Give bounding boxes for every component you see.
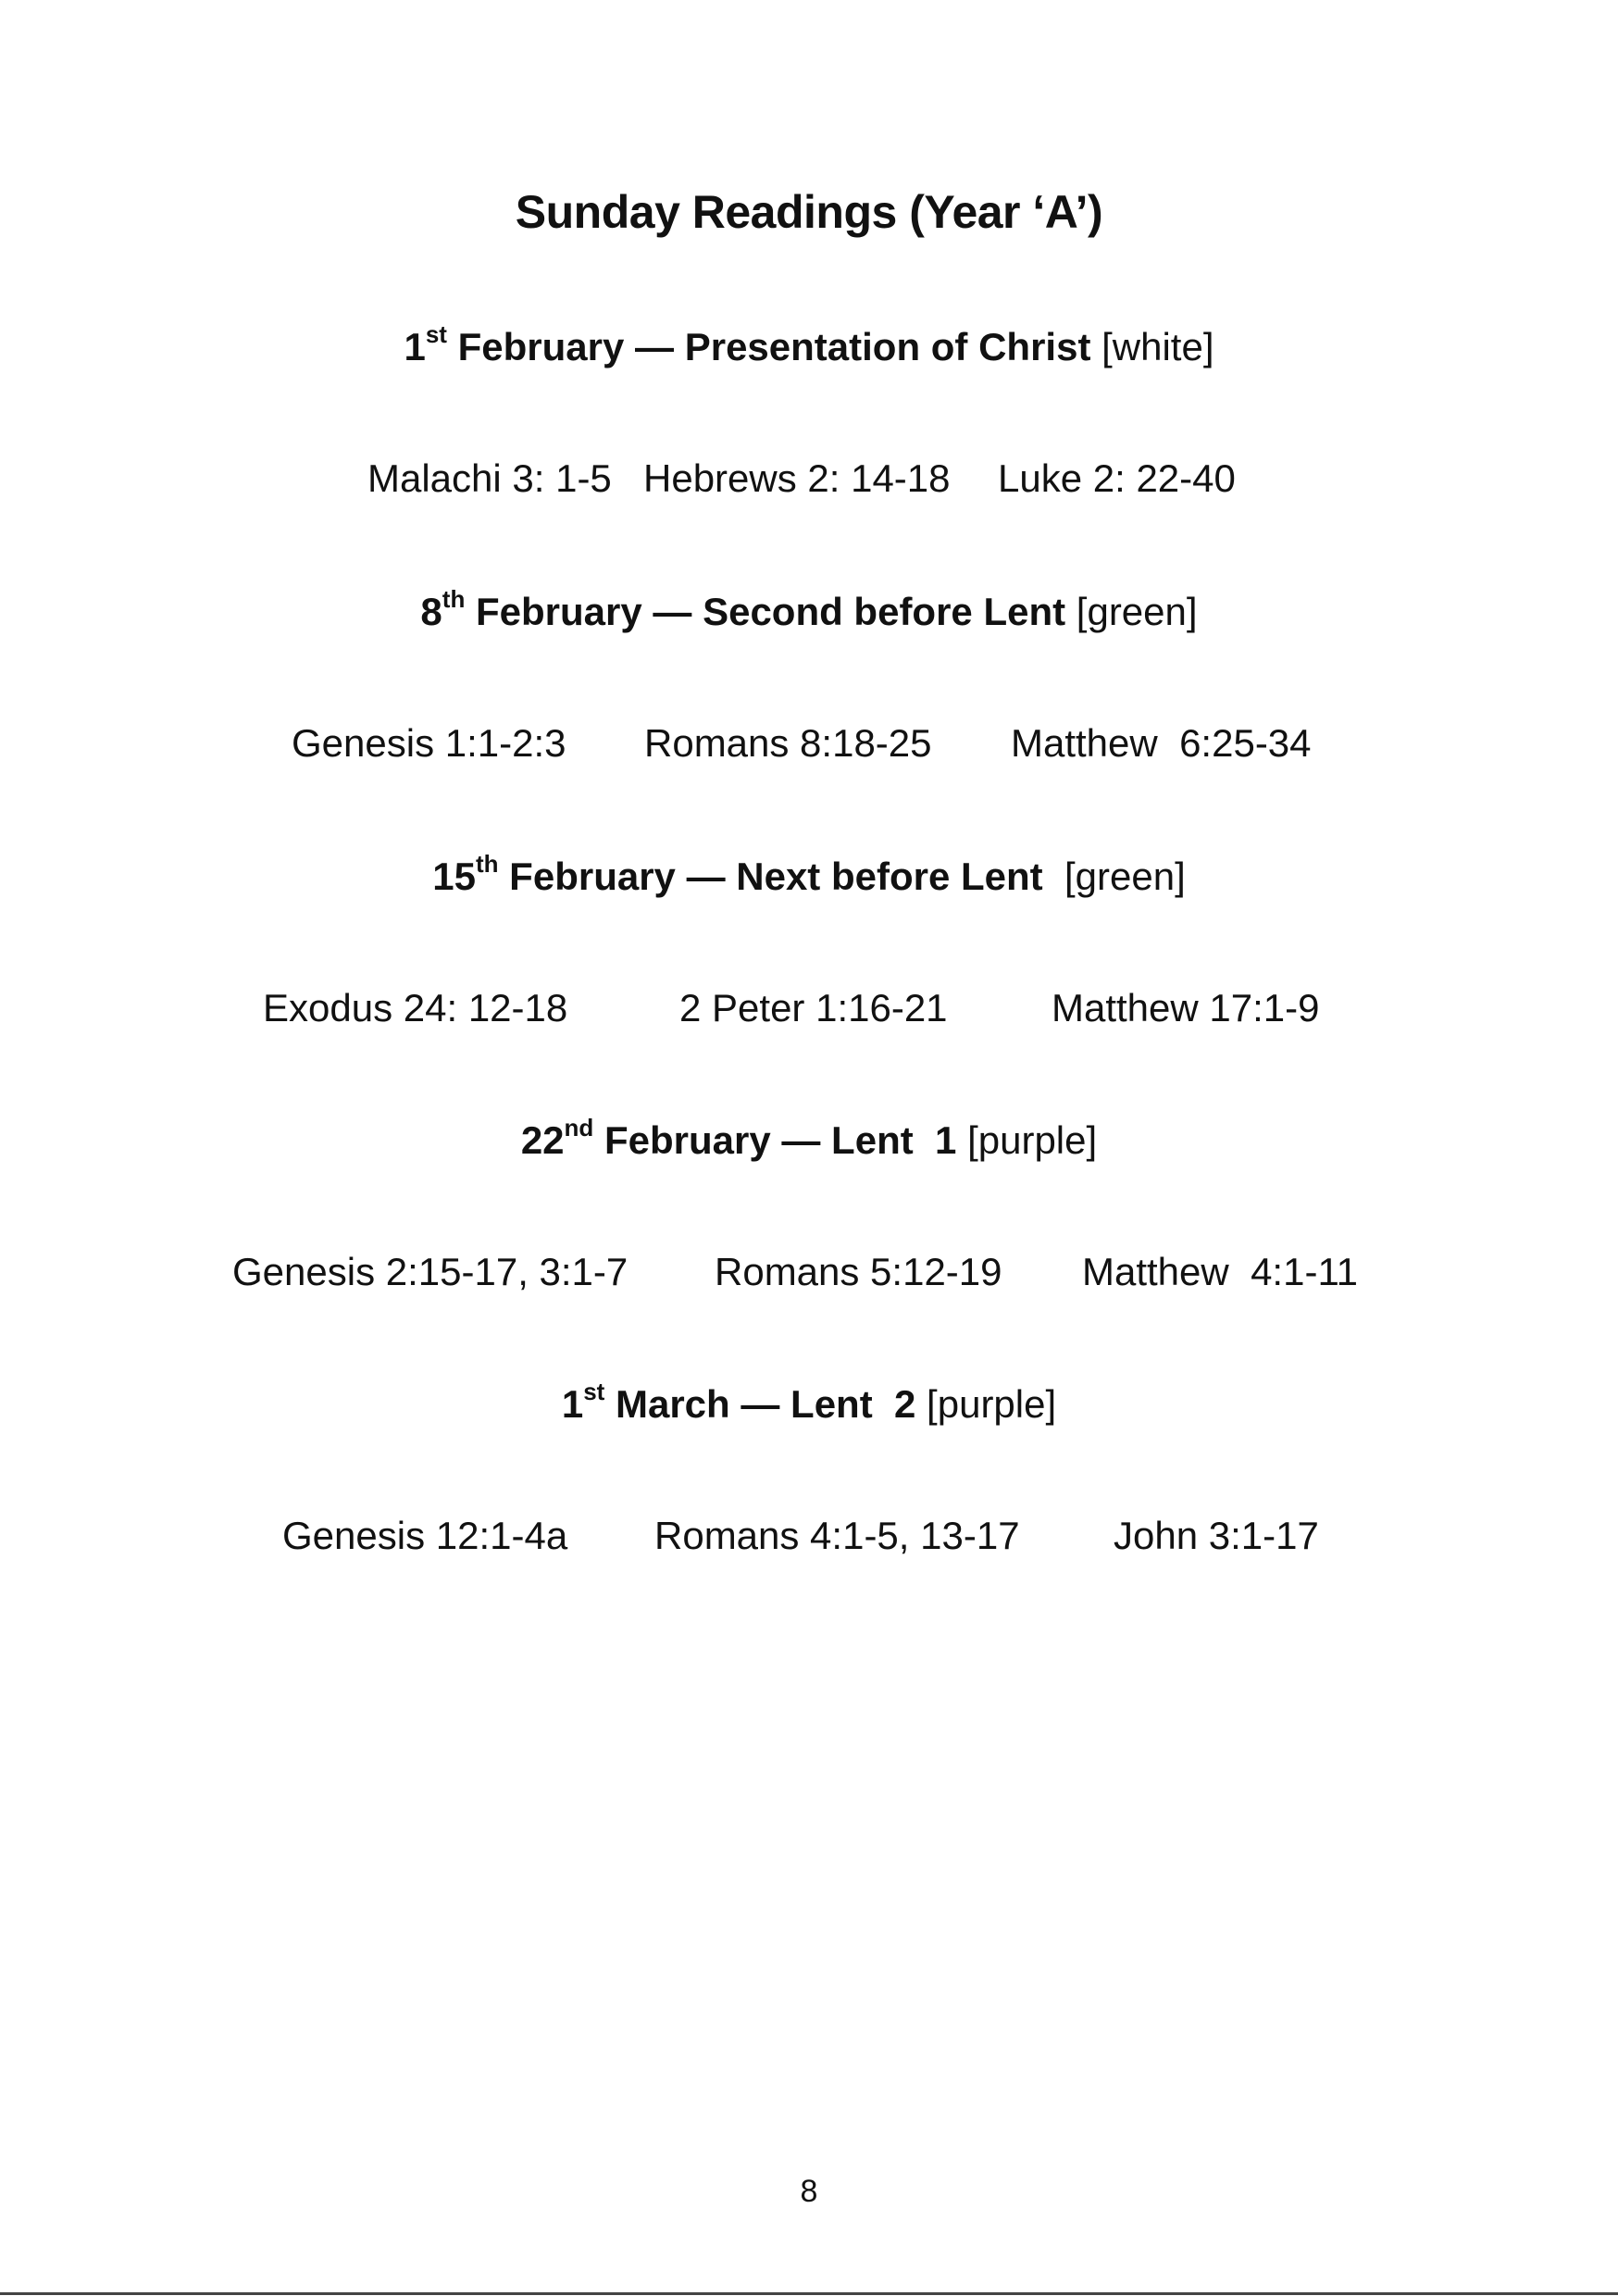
readings-line: [0, 1508, 1618, 1564]
entry-heading: [0, 584, 1618, 640]
reading-3: Luke 2: 22-40: [998, 456, 1236, 500]
reading-1: Genesis 2:15-17, 3:1-7: [232, 1250, 629, 1293]
reading-2: Hebrews 2: 14-18: [643, 456, 951, 500]
reading-1: Exodus 24: 12-18: [263, 986, 568, 1029]
readings-line: [0, 1244, 1618, 1300]
entry-day: 8th February — Second before Lent: [420, 585, 1066, 633]
reading-entry-5: [0, 1377, 1618, 1557]
reading-3: John 3:1-17: [1114, 1514, 1319, 1557]
liturgical-colour: [green]: [1065, 590, 1198, 633]
liturgical-colour: [purple]: [915, 1382, 1057, 1426]
entry-day: 15th February — Next before Lent: [432, 850, 1043, 898]
reading-entry-1: [0, 319, 1618, 500]
entry-day: 22nd February — Lent 1: [520, 1114, 957, 1162]
page-number: 8: [800, 2174, 818, 2209]
reading-2: Romans 5:12-19: [715, 1250, 1002, 1293]
liturgical-colour: [purple]: [956, 1118, 1098, 1162]
readings-line: [0, 980, 1618, 1036]
entry-day: 1st February — Presentation of Christ: [404, 320, 1091, 368]
reading-3: Matthew 17:1-9: [1052, 986, 1320, 1029]
page-title: Sunday Readings (Year ‘A’): [515, 186, 1103, 238]
reading-entry-4: [0, 1113, 1618, 1293]
reading-2: Romans 4:1-5, 13-17: [654, 1514, 1020, 1557]
reading-1: Malachi 3: 1-5: [367, 456, 612, 500]
readings-line: [0, 716, 1618, 771]
reading-2: 2 Peter 1:16-21: [679, 986, 948, 1029]
readings-line: [0, 451, 1618, 506]
reading-3: Matthew 4:1-11: [1082, 1250, 1359, 1293]
entry-heading: [0, 319, 1618, 375]
reading-entry-2: [0, 584, 1618, 765]
entry-heading: [0, 1377, 1618, 1432]
entry-heading: [0, 1113, 1618, 1168]
reading-1: Genesis 1:1-2:3: [292, 721, 566, 765]
entry-day: 1st March — Lent 2: [561, 1378, 916, 1426]
liturgical-colour: [green]: [1042, 855, 1186, 898]
entry-heading: [0, 849, 1618, 905]
reading-1: Genesis 12:1-4a: [282, 1514, 568, 1557]
bottom-rule: [0, 2292, 1618, 2295]
reading-2: Romans 8:18-25: [644, 721, 932, 765]
liturgical-colour: [white]: [1090, 325, 1214, 368]
reading-entry-3: [0, 849, 1618, 1029]
reading-3: Matthew 6:25-34: [1011, 721, 1312, 765]
